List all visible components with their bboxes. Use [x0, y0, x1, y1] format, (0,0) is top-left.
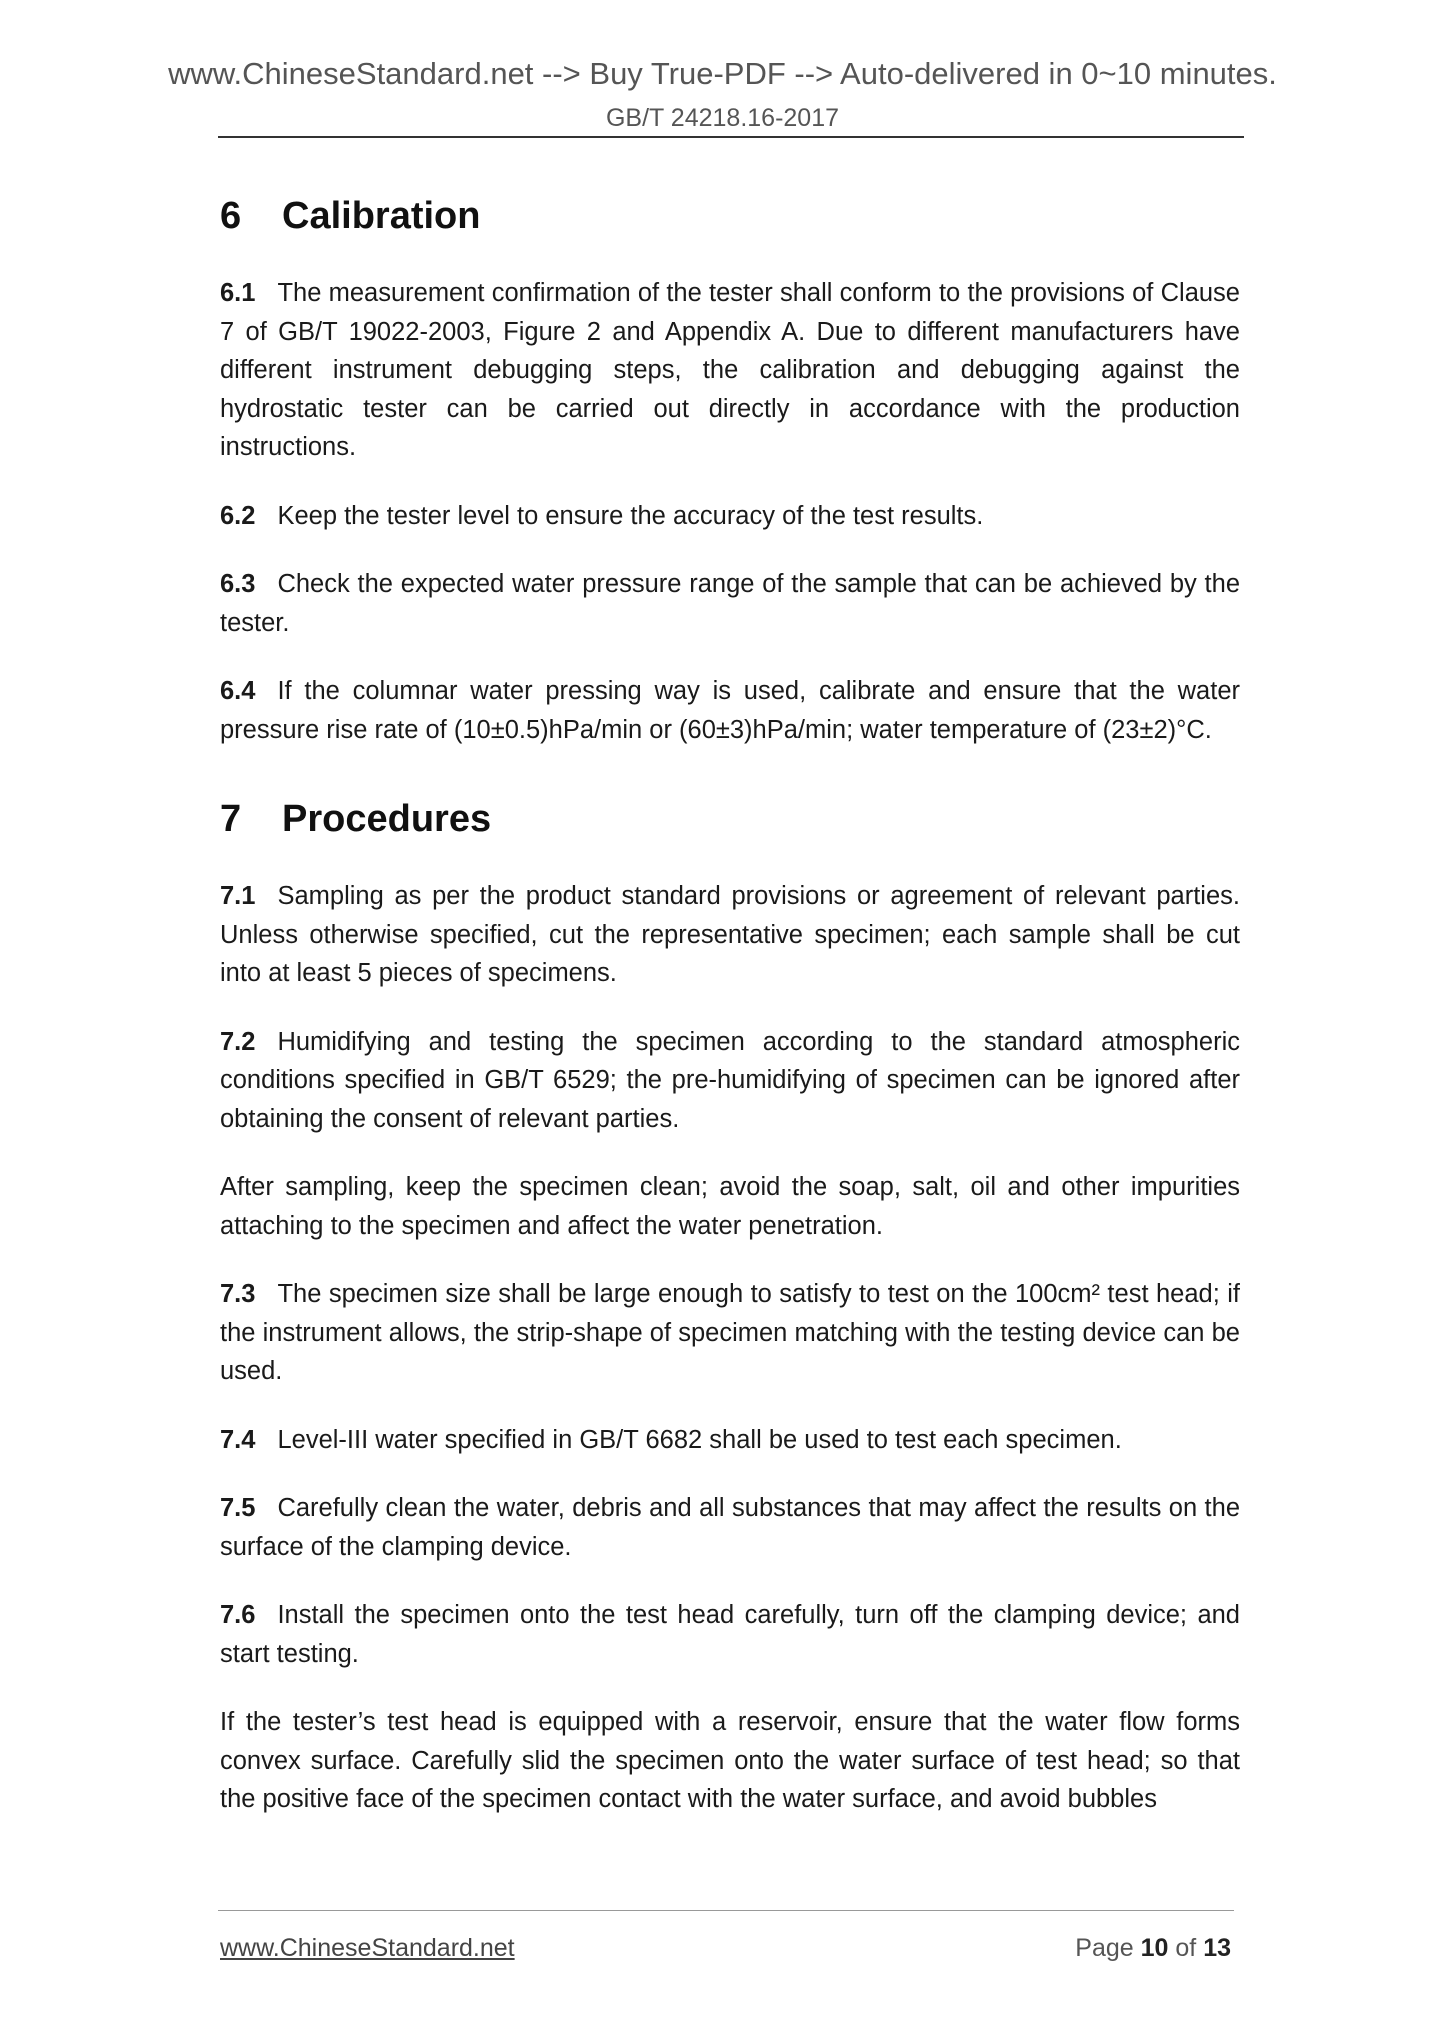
- section-heading-calibration: 6 Calibration: [220, 195, 481, 237]
- clause-6-3: 6.3 Check the expected water pressure range of the sample that can be achieved by the tester.: [220, 570, 1240, 637]
- page-indicator: Page 10 of 13: [1075, 1934, 1231, 1962]
- footer-site-link[interactable]: www.ChineseStandard.net: [220, 1934, 515, 1962]
- clause-6-2: 6.2 Keep the tester level to ensure the accuracy of the test results.: [220, 501, 984, 530]
- clause-7-6-continuation: If the tester’s test head is equipped with a reservoir, ensure that the water flow forms convex surface. Carefully slid the specimen onto the water surface of test head; so that the positive face of the specimen contact with the water surface, and avoid bubbles: [220, 1708, 1240, 1813]
- footer-rule: [218, 1910, 1234, 1911]
- top-banner: www.ChineseStandard.net --> Buy True-PDF --> Auto-delivered in 0~10 minutes.: [168, 56, 1277, 91]
- clause-7-4: 7.4 Level-III water specified in GB/T 6682 shall be used to test each specimen.: [220, 1425, 1122, 1454]
- document-id: GB/T 24218.16-2017: [605, 104, 840, 132]
- clause-7-3: 7.3 The specimen size shall be large enough to satisfy to test on the 100cm² test head; if the instrument allows, the strip-shape of specimen matching with the testing device can be used.: [220, 1280, 1240, 1385]
- clause-7-1: 7.1 Sampling as per the product standard provisions or agreement of relevant parties. Unless otherwise specified, cut the representative specimen; each sample shall be cut into at least 5 pieces of specimens.: [220, 882, 1240, 987]
- clause-6-1: 6.1 The measurement confirmation of the tester shall conform to the provisions of Clause 7 of GB/T 19022-2003, Figure 2 and Appendix A. Due to different manufacturers have different instrument debugging steps, the calibration and debugging against the hydrostatic tester can be carried out directly in accordance with the production instructions.: [220, 279, 1240, 461]
- clause-7-6: 7.6 Install the specimen onto the test head carefully, turn off the clamping device; and start testing.: [220, 1601, 1240, 1668]
- clause-7-2: 7.2 Humidifying and testing the specimen according to the standard atmospheric conditions specified in GB/T 6529; the pre-humidifying of specimen can be ignored after obtaining the consent of relevant parties.: [220, 1027, 1240, 1133]
- clause-6-4: 6.4 If the columnar water pressing way is used, calibrate and ensure that the water pressure rise rate of (10±0.5)hPa/min or (60±3)hPa/min; water temperature of (23±2)°C.: [220, 677, 1240, 744]
- section-heading-procedures: 7 Procedures: [220, 798, 492, 840]
- page-body: [220, 186, 1240, 1849]
- header-rule: [218, 136, 1244, 138]
- clause-7-5: 7.5 Carefully clean the water, debris and all substances that may affect the results on the surface of the clamping device.: [220, 1494, 1240, 1561]
- clause-7-2-continuation: After sampling, keep the specimen clean; avoid the soap, salt, oil and other impurities attaching to the specimen and affect the water penetration.: [220, 1173, 1240, 1240]
